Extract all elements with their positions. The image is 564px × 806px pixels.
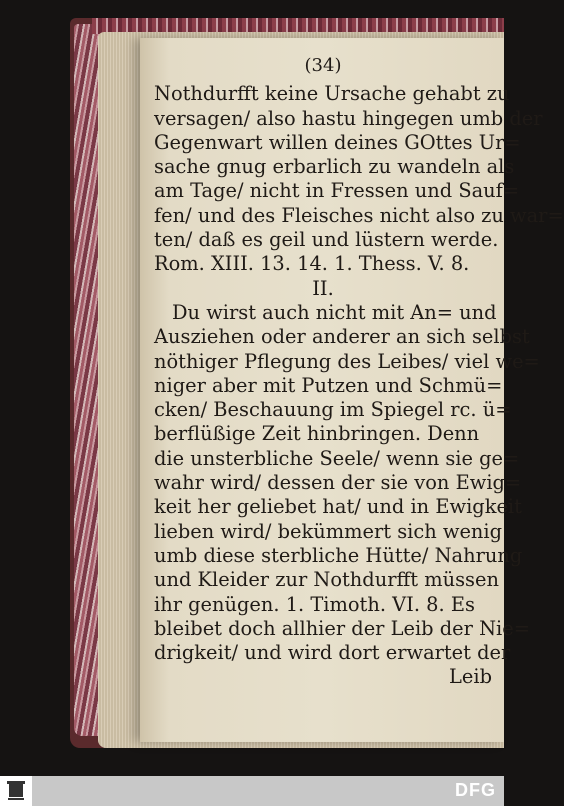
text-line: die unsterbliche Seele/ wenn sie ge= [154,446,520,470]
institution-logo[interactable] [0,776,32,806]
text-line: ihr genügen. 1. Timoth. VI. 8. Es [154,592,475,616]
viewer-footer [0,776,504,806]
text-line: umb diese sterbliche Hütte/ Nahrung [154,543,523,567]
text-line: berflüßige Zeit hinbringen. Denn [154,422,480,446]
text-line: Nothdurfft keine Ursache gehabt zu [154,82,510,106]
text-line: wahr wird/ dessen der sie von Ewig= [154,471,522,495]
text-line: niger aber mit Putzen und Schmü= [154,373,503,397]
text-line: Ausziehen oder anderer an sich selbst [154,325,530,349]
text-line: lieben wird/ bekümmert sich wenig [154,519,503,543]
text-line: versagen/ also hastu hingegen umb der [154,106,543,130]
text-line: nöthiger Pflegung des Leibes/ viel we= [154,349,540,373]
text-line: fen/ und des Fleisches nicht also zu war= [154,203,564,227]
text-line: cken/ Beschauung im Spiegel rc. ü= [154,398,512,422]
dfg-logo[interactable]: DFG [455,780,496,800]
text-line: Gegenwart willen deines GOttes Ur= [154,130,521,154]
section-number: II. [312,276,334,300]
text-line: sache gnug erbarlich zu wandeln als [154,155,515,179]
catchword: Leib [449,665,492,689]
book-page [140,38,564,742]
text-line: Du wirst auch nicht mit An= und [172,300,497,324]
text-line: und Kleider zur Nothdurfft müssen [154,568,499,592]
building-icon [6,779,26,803]
text-line: ten/ daß es geil und lüstern werde. [154,228,499,252]
text-line: bleibet doch allhier der Leib der Nie= [154,616,530,640]
text-line: Rom. XIII. 13. 14. 1. Thess. V. 8. [154,252,470,276]
text-line: keit her geliebet hat/ und in Ewigkeit [154,495,522,519]
text-line: drigkeit/ und wird dort erwartet der [154,641,511,665]
page-text [154,54,564,690]
text-line: am Tage/ nicht in Fressen und Sauf= [154,179,520,203]
page-number: (34) [304,55,342,76]
